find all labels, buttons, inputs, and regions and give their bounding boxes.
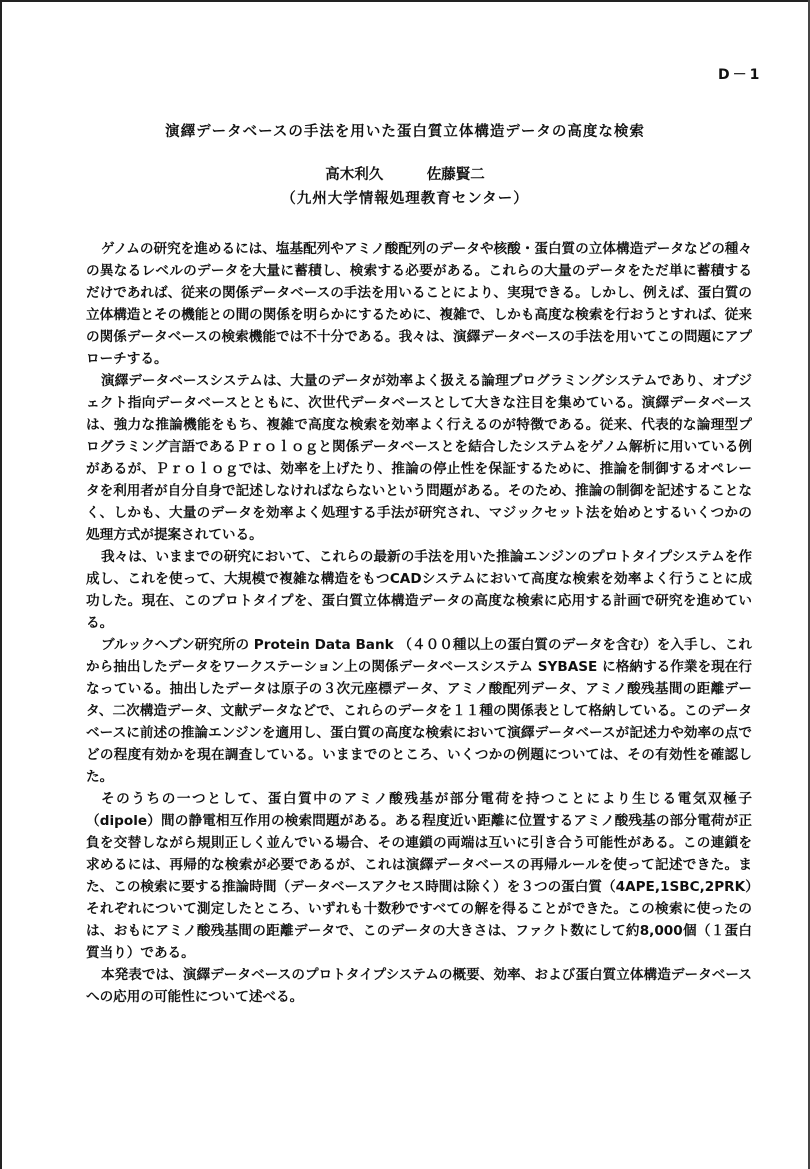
paragraph-2: 演繹データベースシステムは、大量のデータが効率よく扱える論理プログラミングシステムであり、オブジェクト指向データベースとともに、次世代データベースとして大きな注目を集めている。演繹データベースは、強力な推論機能をもち、複雑で高度な検索を効率よく行えるのが特徴である。従来、代表的な論理型プログラミング言語であるＰｒｏｌｏｇと関係データベースとを結合したシステムをゲノム解析に用いている例があるが、Ｐｒｏｌｏｇでは、効率を上げたり、推論の停止性を保証するために、推論を制御するオペレータを利用者が自分自身で記述しなければならないという問題がある。そのため、推論の制御を記述することなく、しかも、大量のデータを効率よく処理する手法が研究され、マジックセット法を始めとするいくつかの処理方式が提案されている。 xyxy=(86,373,752,543)
abstract-body xyxy=(86,238,752,1008)
paper-affiliation: （九州大学情報処理教育センター） xyxy=(281,191,529,207)
paper-title: 演繹データベースの手法を用いた蛋白質立体構造データの高度な検索 xyxy=(165,124,645,140)
paper-authors: 高木利久 佐藤賢二 xyxy=(325,167,485,183)
page-number: D－1 xyxy=(718,67,763,83)
scan-edge-top xyxy=(0,0,810,2)
paragraph-4: ブルックヘブン研究所の Protein Data Bank （４００種以上の蛋白質のデータを含む）を入手し、これから抽出したデータをワークステーション上の関係データベースシステム SYBASE に格納する作業を現在行なっている。抽出したデータは原子の３次元座標データ、アミノ酸配列データ、アミノ酸残基間の距離データ、二次構造データ、文献データなどで、これらのデータを１１種の関係表として格納している。このデータベースに前述の推論エンジンを適用し、蛋白質の高度な検索において演繹データベースが記述力や効率の点でどの程度有効かを現在調査している。いままでのところ、いくつかの例題については、その有効性を確認した。 xyxy=(86,637,752,785)
paragraph-3: 我々は、いままでの研究において、これらの最新の手法を用いた推論エンジンのプロトタイプシステムを作成し、これを使って、大規模で複雑な構造をもつCADシステムにおいて高度な検索を効率よく行うことに成功した。現在、このプロトタイプを、蛋白質立体構造データの高度な検索に応用する計画で研究を進めている。 xyxy=(86,549,752,631)
paragraph-1: ゲノムの研究を進めるには、塩基配列やアミノ酸配列のデータや核酸・蛋白質の立体構造データなどの種々の異なるレベルのデータを大量に蓄積し、検索する必要がある。これらの大量のデータをただ単に蓄積するだけであれば、従来の関係データベースの手法を用いることにより、実現できる。しかし、例えば、蛋白質の立体構造とその機能との間の関係を明らかにするために、複雑で、しかも高度な検索を行おうとすれば、従来の関係データベースの検索機能では不十分である。我々は、演繹データベースの手法を用いてこの問題にアプローチする。 xyxy=(86,241,752,367)
paragraph-5: そのうちの一つとして、蛋白質中のアミノ酸残基が部分電荷を持つことにより生じる電気双極子（dipole）間の静電相互作用の検索問題がある。ある程度近い距離に位置するアミノ酸残基の部分電荷が正負を交替しながら規則正しく並んでいる場合、その連鎖の両端は互いに引き合う可能性がある。この連鎖を求めるには、再帰的な検索が必要であるが、これは演繹データベースの再帰ルールを使って記述できた。また、この検索に要する推論時間（データベースアクセス時間は除く）を３つの蛋白質（4APE,1SBC,2PRK）それぞれについて測定したところ、いずれも十数秒ですべての解を得ることができた。この検索に使ったのは、おもにアミノ酸残基間の距離データで、このデータの大きさは、ファクト数にして約8,000個（１蛋白質当り）である。 xyxy=(86,791,752,961)
paragraph-6: 本発表では、演繹データベースのプロトタイプシステムの概要、効率、および蛋白質立体構造データベースへの応用の可能性について述べる。 xyxy=(86,967,752,1005)
